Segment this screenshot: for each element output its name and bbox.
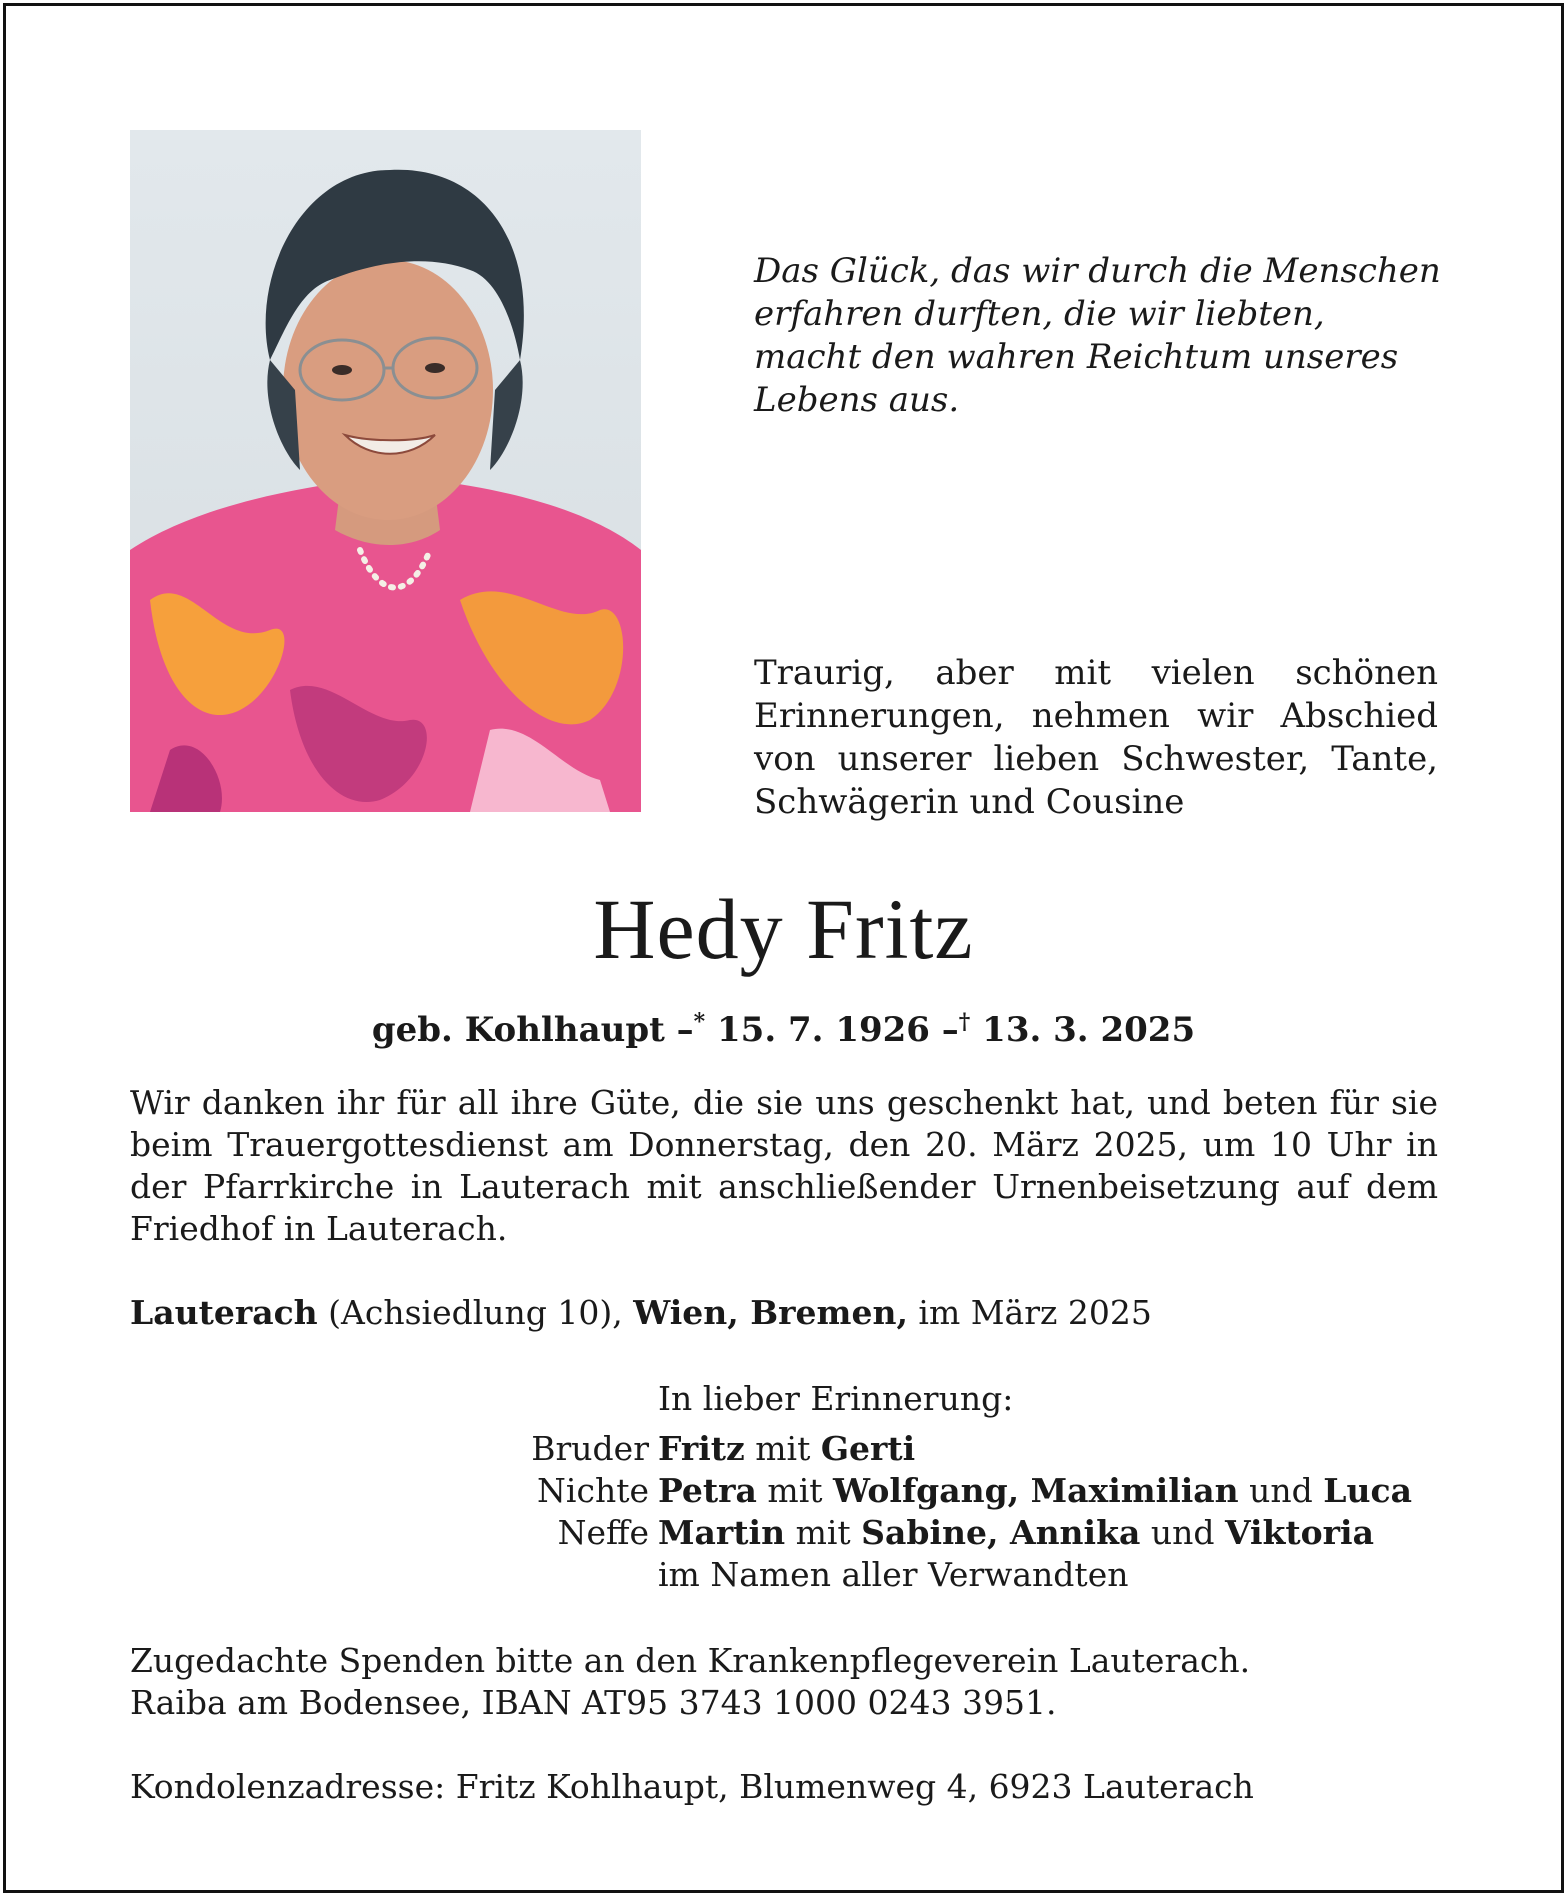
family-relation: Neffe [557,1513,649,1552]
family-connector: mit [785,1513,862,1552]
deceased-name: Hedy Fritz [593,881,974,977]
family-names [658,1428,915,1470]
family-connector: mit [744,1429,821,1468]
family-relation: Nichte [537,1471,649,1510]
family-connector: und [1140,1513,1225,1552]
birth-symbol: * [693,1009,706,1035]
memory-heading: In lieber Erinnerung: [658,1379,1014,1418]
family-member-name: Martin [658,1513,786,1552]
family-member-name: Gerti [820,1429,916,1468]
family-member-name: Sabine, Annika [861,1513,1141,1552]
donation-line: Raiba am Bodensee, IBAN AT95 3743 1000 0243 3951. [130,1683,1057,1722]
condolence-address: Kondolenzadresse: Fritz Kohlhaupt, Blumenweg 4, 6923 Lauterach [130,1767,1254,1806]
birth-date: 15. 7. 1926 [717,1010,930,1050]
family-row [0,1470,1567,1512]
family-row [0,1428,1567,1470]
intro-text: Traurig, aber mit vielen schönen Erinnerungen, nehmen wir Abschied von unserer lieben Schwester, Tante, Schwägerin und Cousine [754,653,1438,822]
death-date: 13. 3. 2025 [982,1010,1196,1050]
family-row [0,1512,1567,1554]
death-symbol: † [958,1009,971,1035]
family-names [658,1554,1128,1596]
family-names [658,1470,1412,1512]
quote-line: erfahren durften, die wir liebten, [754,294,1325,334]
family-row [0,1554,1567,1596]
thanks-text: Wir danken ihr für all ihre Güte, die sie uns geschenkt hat, und beten für sie beim Trauergottesdienst am Donnerstag, den 20. März 2025, um 10 Uhr in der Pfarrkirche in Lauterach mit anschließender Urnenbeisetzung auf dem Friedhof in Lauterach. [130,1083,1438,1248]
family-relation: Bruder [531,1429,649,1468]
place-date: im März 2025 [907,1293,1152,1332]
family-member-name: Petra [658,1471,757,1510]
donation-line: Zugedachte Spenden bitte an den Krankenpflegeverein Lauterach. [130,1641,1251,1680]
family-connector: und [1238,1471,1324,1510]
life-dates [0,1000,1567,1052]
family-connector: mit [756,1471,834,1510]
dash: – [941,1010,959,1050]
family-member-name: Wolfgang, Maximilian [833,1471,1239,1510]
family-connector: im Namen aller Verwandten [658,1555,1129,1594]
family-member-name: Fritz [658,1429,745,1468]
place-line [130,1292,1438,1334]
portrait-image [130,130,641,812]
place-town: Lauterach [130,1293,318,1332]
family-member-name: Luca [1323,1471,1412,1510]
family-member-name: Viktoria [1224,1513,1374,1552]
place-cities: Wien, Bremen, [633,1293,908,1332]
quote-line: Das Glück, das wir durch die Menschen [754,251,1441,291]
memorial-quote [754,250,1454,422]
birth-name: geb. Kohlhaupt [371,1010,665,1050]
dash: – [676,1010,694,1050]
portrait-photo [130,130,641,812]
donation-text [130,1640,1438,1724]
family-names [658,1512,1374,1554]
quote-line: macht den wahren Reichtum unseres [754,337,1399,377]
place-address: (Achsiedlung 10), [317,1293,634,1332]
quote-line: Lebens aus. [754,380,960,420]
